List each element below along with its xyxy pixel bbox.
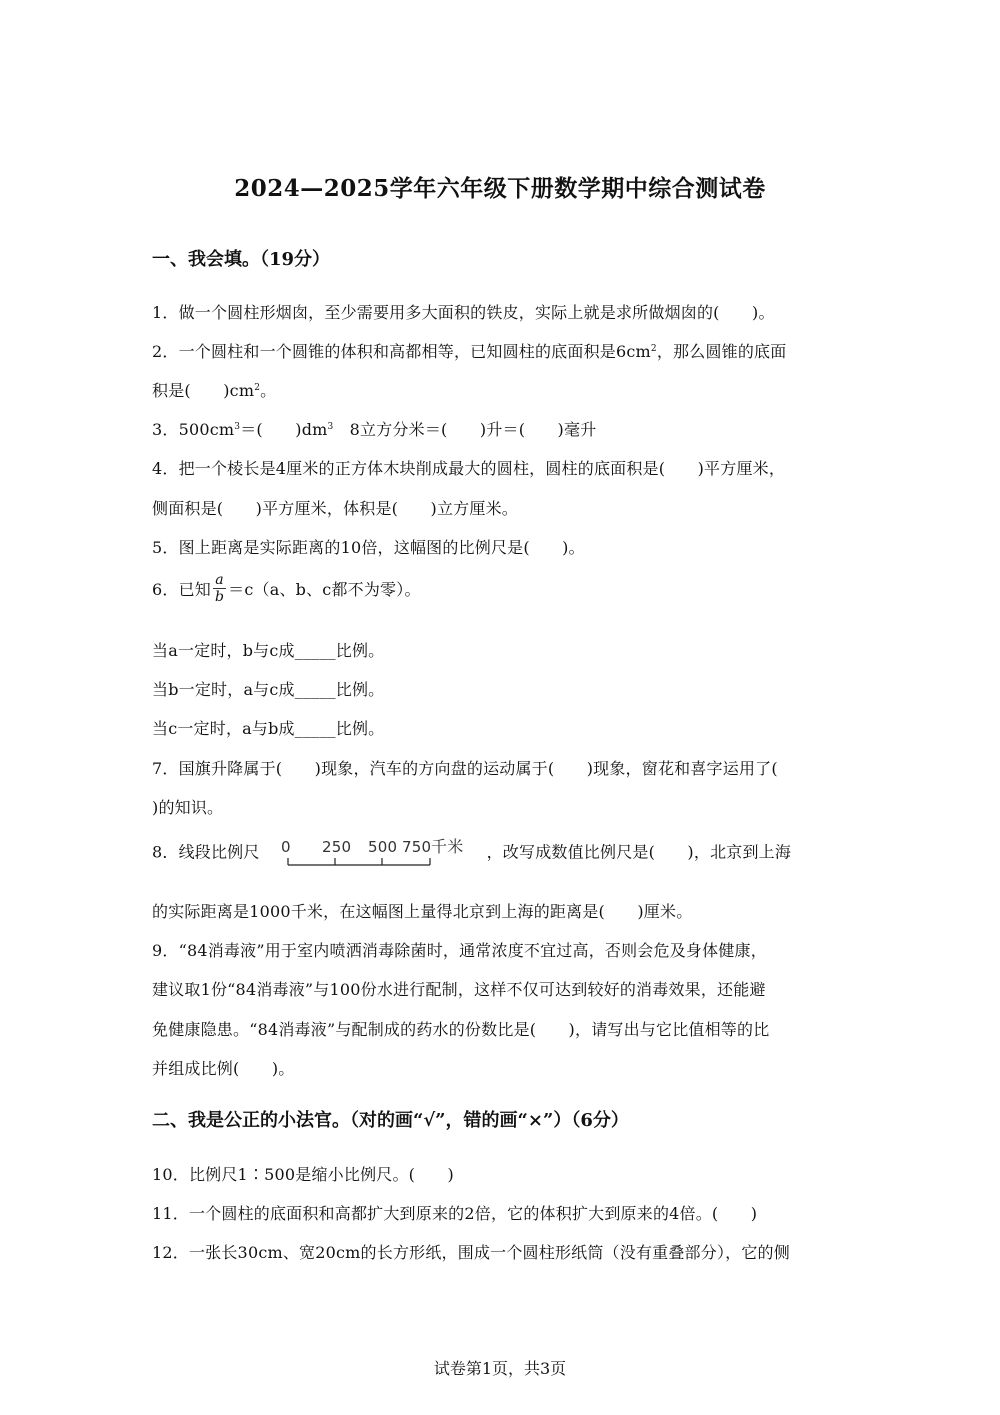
scale-label-500: 500 <box>367 838 397 856</box>
fraction-a-over-b <box>213 572 226 605</box>
question-3-part-b: ＝( )dm <box>240 420 328 439</box>
question-6-sub-2: 当b一定时，a与c成_____比例。 <box>152 680 385 699</box>
question-2-line-1 <box>152 339 786 362</box>
question-10: 10．比例尺1∶500是缩小比例尺。( ) <box>152 1165 454 1184</box>
section-2-heading: 二、我是公正的小法官。（对的画“√”，错的画“×”）（6分） <box>152 1110 629 1131</box>
scale-label-750: 750 <box>401 838 431 856</box>
superscript: 3 <box>234 422 241 432</box>
question-6-sub-1: 当a一定时，b与c成_____比例。 <box>152 641 385 660</box>
scale-unit-label: 千米 <box>430 837 463 856</box>
question-4-line-1: 4．把一个棱长是4厘米的正方体木块削成最大的圆柱，圆柱的底面积是( )平方厘米， <box>152 459 786 478</box>
question-11: 11．一个圆柱的底面积和高都扩大到原来的2倍，它的体积扩大到原来的4倍。( ) <box>152 1204 758 1223</box>
question-8-line-1 <box>152 836 791 870</box>
question-4-line-2: 侧面积是( )平方厘米，体积是( )立方厘米。 <box>152 499 518 518</box>
question-2-text-end: 。 <box>260 381 277 400</box>
question-9-line-2: 建议取1份“84消毒液”与100份水进行配制，这样不仅可达到较好的消毒效果，还能避 <box>152 980 766 999</box>
question-6-text-end: ＝c（a、b、c都不为零）。 <box>228 580 421 599</box>
question-2-text: 积是( )cm <box>152 381 255 400</box>
question-3-part-c: 8立方分米＝( )升＝( )毫升 <box>333 420 597 439</box>
question-2-text-end: ，那么圆锥的底面 <box>656 342 787 361</box>
question-2-line-2 <box>152 378 276 401</box>
fraction-denominator: b <box>214 589 225 605</box>
question-8-text: 8．线段比例尺 <box>152 842 260 862</box>
fraction-numerator: a <box>213 572 226 589</box>
question-9-line-1: 9．“84消毒液”用于室内喷洒消毒除菌时，通常浓度不宜过高，否则会危及身体健康， <box>152 941 767 960</box>
exam-title: 2024—2025学年六年级下册数学期中综合测试卷 <box>234 175 766 202</box>
scale-bar-graphic <box>280 836 465 870</box>
question-5: 5．图上距离是实际距离的10倍，这幅图的比例尺是( )。 <box>152 538 585 557</box>
question-1: 1．做一个圆柱形烟囱，至少需要用多大面积的铁皮，实际上就是求所做烟囱的( )。 <box>152 303 775 322</box>
line-scale-bar <box>280 836 465 870</box>
question-7-line-2: )的知识。 <box>152 798 224 817</box>
superscript: 3 <box>327 422 334 432</box>
superscript: 2 <box>650 344 657 354</box>
question-8-line-2: 的实际距离是1000千米，在这幅图上量得北京到上海的距离是( )厘米。 <box>152 902 693 921</box>
page-footer: 试卷第1页，共3页 <box>433 1359 567 1378</box>
section-1-heading: 一、我会填。（19分） <box>152 249 331 270</box>
question-9-line-3: 免健康隐患。“84消毒液”与配制成的药水的份数比是( )，请写出与它比值相等的比 <box>152 1020 770 1039</box>
question-6-text: 6．已知 <box>152 580 211 599</box>
question-3-part-a: 3．500cm <box>152 420 235 439</box>
scale-label-250: 250 <box>321 838 351 856</box>
question-9-line-4: 并组成比例( )。 <box>152 1059 295 1078</box>
scale-label-0: 0 <box>280 838 291 856</box>
question-3 <box>152 417 596 440</box>
question-6-sub-3: 当c一定时，a与b成_____比例。 <box>152 719 385 738</box>
superscript: 2 <box>254 383 261 393</box>
question-7-line-1: 7．国旗升降属于( )现象，汽车的方向盘的运动属于( )现象，窗花和喜字运用了( <box>152 759 778 778</box>
question-8-text-end: ，改写成数值比例尺是( )，北京到上海 <box>486 842 792 862</box>
question-12: 12．一张长30cm、宽20cm的长方形纸，围成一个圆柱形纸筒（没有重叠部分），它的侧 <box>152 1243 790 1262</box>
question-6 <box>152 574 421 607</box>
question-2-text: 2．一个圆柱和一个圆锥的体积和高都相等，已知圆柱的底面积是6cm <box>152 342 651 361</box>
